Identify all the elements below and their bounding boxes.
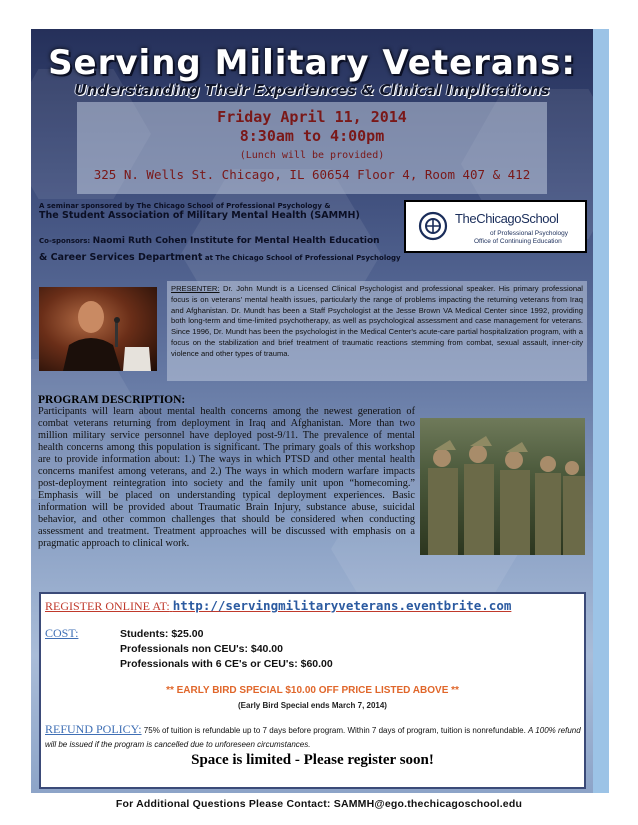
- program-description: Participants will learn about mental health concerns among the newest generation of combat veterans returning from deployment in Iraq and Afghanistan. More than two million military service personnel have deployed post-9/11. The prevalence of mental health concerns among this population is significant. The primary goals of this workshop are to provide information about: 1.) The ways in which PTSD and other mental health concerns manifest among veterans, and 2.) The ways in which modern warfare impacts post-deployment reintegration into society and the family unit upon “homecoming.” Emphasis will be placed on understanding typical deployment experiences. Basic information will be provided about Traumatic Brain Injury, substance abuse, suicidal behavior, and other common challenges that should be considered when conducting assessment and treatment. Treatment approaches will be discussed with emphasis on a pragmatic approach to clinical work.: [38, 406, 415, 549]
- cost-label: COST:: [45, 626, 79, 640]
- right-accent-strip: [593, 29, 609, 793]
- space-limited-note: Space is limited - Please register soon!: [191, 752, 434, 768]
- early-bird-special: ** EARLY BIRD SPECIAL $10.00 OFF PRICE LISTED ABOVE **: [166, 685, 459, 696]
- flyer-background: [31, 29, 593, 793]
- presenter-bio-box: [167, 281, 587, 381]
- event-subtitle: Understanding Their Experiences & Clinical Implications: [74, 81, 550, 99]
- register-url-link[interactable]: http://servingmilitaryveterans.eventbrite.com: [172, 598, 512, 613]
- sponsor-line: A seminar sponsored by The Chicago School of Professional Psychology &: [39, 202, 331, 210]
- presenter-silhouette-icon: [39, 287, 157, 371]
- event-date: Friday April 11, 2014: [217, 108, 407, 126]
- lunch-note: (Lunch will be provided): [239, 150, 385, 161]
- soldiers-image-icon: [420, 418, 585, 555]
- cosponsor-line: [39, 236, 380, 246]
- cosponsor-name: Naomi Ruth Cohen Institute for Mental Health Education: [92, 236, 380, 246]
- refund-cancellation-note: A 100% refund will be issued if the program is cancelled due to unforeseen circumstances.: [45, 726, 581, 749]
- career-services-name: Career Services Department: [50, 252, 203, 263]
- logo-office: Office of Continuing Education: [474, 238, 562, 245]
- cost-professionals-non-ceu: Professionals non CEU's: $40.00: [120, 643, 283, 655]
- sponsor-org: The Student Association of Military Mental Health (SAMMH): [39, 210, 360, 221]
- presenter-photo: [39, 287, 157, 371]
- refund-label: REFUND POLICY:: [45, 722, 142, 736]
- presenter-label: PRESENTER:: [171, 284, 220, 293]
- registration-box: [39, 592, 586, 789]
- program-title: PROGRAM DESCRIPTION:: [38, 394, 186, 406]
- event-info-box: [77, 102, 547, 194]
- cost-students: Students: $25.00: [120, 628, 204, 640]
- register-line: [45, 598, 511, 614]
- event-time: 8:30am to 4:00pm: [239, 127, 385, 145]
- school-emblem-icon: [418, 211, 448, 241]
- contact-footer: For Additional Questions Please Contact: SAMMH@ego.thechicagoschool.edu: [115, 798, 523, 810]
- cosponsor-line-2: [39, 252, 401, 263]
- refund-policy: [45, 722, 582, 752]
- event-address: 325 N. Wells St. Chicago, IL 60654 Floor 4, Room 407 & 412: [93, 167, 531, 182]
- cosponsor-amp: &: [39, 252, 51, 263]
- refund-text: 75% of tuition is refundable up to 7 days before program. Within 7 days of program, tuition is nonrefundable.: [141, 726, 529, 735]
- presenter-description: Dr. John Mundt is a Licensed Clinical Psychologist and professional speaker. His primary professional focus is on veterans' mental health issues, particularly the range of problems impacting the returning veterans from Iraq and Afghanistan. Dr. Mundt has been a Staff Psychologist at the Jesse Brown VA Medical Center since 1992, providing both long-term and time-limited psychotherapy, as well as psychological assessment and case management for veterans. Since 1996, Dr. Mundt has been the psychologist in the Medical Center's acute-care partial hospitalization program, with a focus on the stabilization and brief treatment of traumatic reactions stemming from combat, sexual assault, inner-city violence and other types of trauma.: [171, 284, 583, 358]
- career-services-suffix: at The Chicago School of Professional Psychology: [202, 254, 401, 262]
- chicago-school-logo: [404, 200, 587, 253]
- register-label: REGISTER ONLINE AT:: [45, 599, 170, 613]
- saluting-soldiers-photo: [420, 418, 585, 555]
- logo-subtitle: of Professional Psychology: [490, 230, 569, 237]
- logo-name: TheChicagoSchool: [455, 211, 559, 226]
- presenter-bio: [171, 284, 583, 360]
- early-bird-deadline: (Early Bird Special ends March 7, 2014): [238, 701, 387, 710]
- cost-professionals-ceu: Professionals with 6 CE's or CEU's: $60.00: [120, 658, 333, 670]
- event-title: Serving Military Veterans:: [48, 43, 576, 83]
- cosponsor-prefix: Co-sponsors:: [39, 237, 93, 245]
